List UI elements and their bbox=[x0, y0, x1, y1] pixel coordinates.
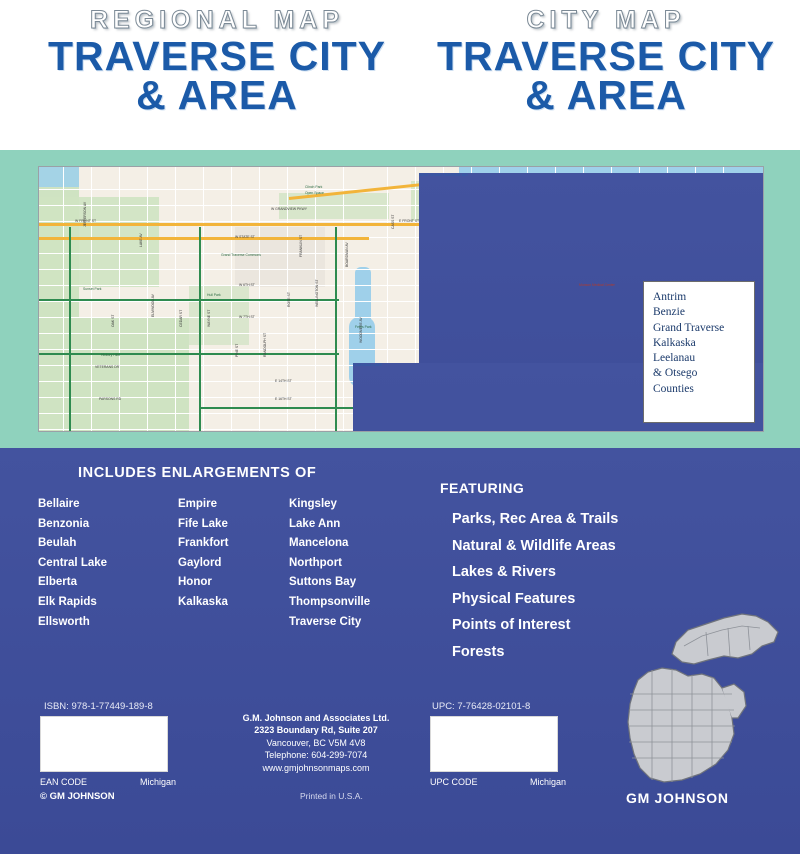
ean-barcode-placeholder bbox=[40, 716, 168, 772]
regional-map-title-line2: & AREA bbox=[136, 72, 298, 119]
gm-johnson-brand: GM JOHNSON bbox=[626, 790, 729, 806]
map-street-label: E 16TH ST bbox=[275, 397, 292, 401]
map-place-label: Clinch Park bbox=[305, 185, 323, 189]
info-panel bbox=[0, 448, 800, 854]
upc-code-label: UPC CODE bbox=[430, 777, 478, 787]
upc-label: UPC: 7-76428-02101-8 bbox=[432, 701, 531, 712]
county-name: Kalkaska bbox=[653, 336, 696, 349]
header-city-map bbox=[412, 0, 800, 150]
company-address-line1: 2323 Boundary Rd, Suite 207 bbox=[254, 725, 378, 736]
map-street-label: W STATE ST bbox=[235, 235, 255, 239]
map-street-label: WELLINGTON ST bbox=[315, 279, 319, 307]
enlargement-item: Central Lake bbox=[38, 556, 108, 569]
county-name: Benzie bbox=[653, 306, 685, 319]
map-place-label: Munson Medical Center bbox=[579, 283, 615, 287]
map-street-label: VETERANS DR bbox=[95, 365, 120, 369]
featuring-item: Physical Features bbox=[452, 590, 576, 607]
map-place-label: Hull Park bbox=[207, 293, 221, 297]
enlargement-item: Bellaire bbox=[38, 498, 80, 510]
enlargement-item: Honor bbox=[178, 576, 212, 589]
map-street-label: BOARDMAN AV bbox=[345, 242, 349, 267]
regional-map-title bbox=[48, 33, 386, 119]
map-place-label: Sunset Park bbox=[83, 287, 102, 291]
company-address-line2: Vancouver, BC V5M 4V8 bbox=[266, 737, 366, 748]
company-phone: Telephone: 604-299-7074 bbox=[264, 750, 368, 761]
ean-code-label: EAN CODE bbox=[40, 777, 88, 787]
enlargements-column-3 bbox=[289, 495, 370, 632]
county-name: Counties bbox=[653, 382, 694, 395]
upc-region-label: Michigan bbox=[529, 777, 566, 787]
enlargement-item: Suttons Bay bbox=[289, 576, 357, 589]
enlargement-item: Frankfort bbox=[178, 537, 229, 550]
city-map-title-line2: & AREA bbox=[525, 72, 687, 119]
enlargement-item: Thompsonville bbox=[289, 595, 371, 608]
featuring-item: Parks, Rec Area & Trails bbox=[452, 511, 619, 527]
map-street-label: RANDOLPH ST bbox=[263, 332, 267, 357]
map-street-label: W 7TH ST bbox=[239, 315, 255, 319]
map-street-label: E FRONT ST bbox=[399, 219, 420, 223]
regional-map-kicker: REGIONAL MAP bbox=[90, 6, 344, 34]
map-place-label: WEST GRAND TRAVERSE BAY bbox=[419, 173, 764, 432]
map-street-label: ELMWOOD AV bbox=[151, 294, 155, 317]
enlargement-item: Elk Rapids bbox=[38, 595, 97, 608]
map-place-label: Hickory Hills bbox=[101, 353, 120, 357]
ean-region-label: Michigan bbox=[139, 777, 176, 787]
map-street-label: PARSONS RD bbox=[99, 397, 122, 401]
map-street-label: ROSE ST bbox=[287, 292, 291, 307]
enlargement-item: Beulah bbox=[38, 537, 77, 550]
map-street-label: CASS ST bbox=[391, 214, 395, 229]
featuring-item: Forests bbox=[452, 643, 505, 660]
enlargement-item: Mancelona bbox=[289, 537, 349, 550]
county-name: & Otsego bbox=[653, 367, 698, 380]
counties-legend-box bbox=[643, 281, 755, 423]
enlargement-item: Northport bbox=[289, 556, 343, 569]
map-place-label: Ferris Park bbox=[355, 325, 372, 329]
map-street-label: W 6TH ST bbox=[239, 283, 255, 287]
enlargement-item: Empire bbox=[178, 498, 217, 510]
map-street-label: WAYNE ST bbox=[207, 309, 211, 327]
company-website[interactable]: www.gmjohnsonmaps.com bbox=[262, 762, 370, 773]
county-name: Grand Traverse bbox=[653, 321, 725, 334]
header bbox=[0, 0, 800, 150]
enlargement-item: Lake Ann bbox=[289, 517, 341, 530]
enlargements-column-2 bbox=[178, 495, 228, 613]
map-street-label: PINE ST bbox=[235, 343, 239, 357]
map-street-label: WOODMERE AV bbox=[359, 317, 363, 343]
upc-code-caption bbox=[430, 777, 566, 787]
header-divider bbox=[410, 0, 413, 150]
county-name: Leelanau bbox=[653, 352, 696, 365]
ean-code-caption bbox=[40, 777, 176, 787]
header-regional-map bbox=[22, 0, 412, 150]
featuring-item: Points of Interest bbox=[452, 617, 571, 633]
printed-in-label: Printed in U.S.A. bbox=[300, 791, 363, 801]
city-map-thumbnail[interactable] bbox=[38, 166, 764, 432]
map-place-label: Grand Traverse Commons bbox=[221, 253, 261, 257]
map-place-label: BOARDMAN LAKE bbox=[353, 363, 764, 432]
city-map-kicker: CITY MAP bbox=[526, 6, 686, 34]
enlargement-item: Traverse City bbox=[289, 615, 362, 628]
michigan-state-outline-icon bbox=[556, 606, 788, 788]
enlargement-item: Benzonia bbox=[38, 517, 90, 530]
enlargement-item: Kalkaska bbox=[178, 595, 228, 608]
featuring-item: Lakes & Rivers bbox=[452, 564, 556, 580]
company-name: G.M. Johnson and Associates Ltd. bbox=[242, 713, 390, 723]
regional-map-title-line1: TRAVERSE CITY bbox=[48, 33, 386, 79]
map-street-label: W FRONT ST bbox=[75, 219, 97, 223]
map-street-label: LAKE AV bbox=[139, 233, 143, 247]
city-map-title bbox=[437, 33, 775, 119]
map-street-label: JEFFERSON AV bbox=[83, 201, 87, 227]
enlargement-item: Ellsworth bbox=[38, 615, 90, 628]
enlargement-item: Fife Lake bbox=[178, 517, 228, 530]
city-map-title-line1: TRAVERSE CITY bbox=[437, 33, 775, 79]
copyright-notice: © GM JOHNSON bbox=[40, 791, 115, 802]
enlargement-item: Kingsley bbox=[289, 498, 337, 510]
enlargements-column-1 bbox=[38, 495, 107, 632]
includes-enlargements-title: INCLUDES ENLARGEMENTS OF bbox=[78, 465, 317, 481]
map-band bbox=[0, 150, 800, 448]
enlargement-item: Elberta bbox=[38, 576, 77, 589]
featuring-item: Natural & Wildlife Areas bbox=[452, 537, 616, 554]
featuring-title: FEATURING bbox=[440, 480, 525, 496]
map-place-label: Open Space bbox=[305, 191, 324, 195]
map-street-label: E 14TH ST bbox=[275, 379, 292, 383]
enlargement-item: Gaylord bbox=[178, 556, 222, 569]
map-street-label: W GRANDVIEW PKWY bbox=[271, 207, 307, 211]
company-info bbox=[216, 712, 416, 774]
upc-barcode-placeholder bbox=[430, 716, 558, 772]
map-street-label: OAK ST bbox=[111, 314, 115, 327]
county-name: Antrim bbox=[653, 291, 687, 303]
isbn-label: ISBN: 978-1-77449-189-8 bbox=[44, 701, 153, 712]
map-street-label: CEDAR ST bbox=[179, 309, 183, 327]
map-street-label: FRANKLIN ST bbox=[299, 234, 303, 257]
